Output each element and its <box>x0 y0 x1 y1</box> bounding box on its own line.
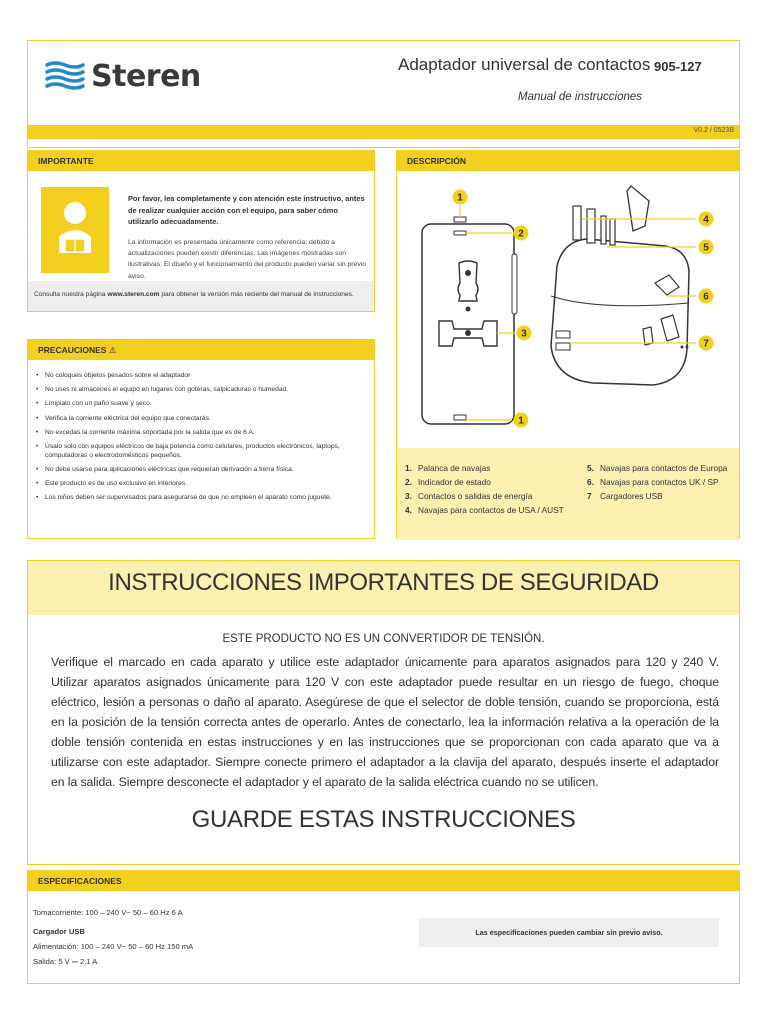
importante-section <box>27 150 375 312</box>
document-header <box>27 40 740 148</box>
legend-item: 7 Cargadores USB <box>587 491 663 501</box>
brand-name: Steren <box>91 59 201 94</box>
callout-label: 5 <box>703 242 709 254</box>
legend-item: 3. Contactos o salidas de energía <box>405 491 533 501</box>
list-item: • Los niños deben ser supervisados para asegurarse de que no empleen el aparato como juguete. <box>36 494 370 503</box>
website-link[interactable]: www.steren.com <box>107 291 160 298</box>
legend-item: 1. Palanca de navajas <box>405 463 491 473</box>
legend-column-right <box>587 461 727 503</box>
descripcion-legend <box>397 448 739 540</box>
list-item: • Límpialo con un paño suave y seco. <box>36 400 370 409</box>
footer-suffix: para obtener la versión más reciente del manual de instrucciones. <box>159 291 354 298</box>
list-item: • Este producto es de uso exclusivo en interiores. <box>36 480 370 489</box>
list-item: • Verifica la corriente eléctrica del equipo que conectarás. <box>36 415 370 424</box>
importante-text: La información es presentada únicamente como referencia; debido a actualizaciones pueden existir diferencias. Las imágenes mostradas son ilustrativas. El diseño y el funcionamiento del producto pueden variar sin previo aviso. <box>128 239 367 280</box>
list-item: • Úsalo solo con equipos eléctricos de baja potencia como celulares, productos electrónicos, laptops, computadoras o electrodomésticos pequeños. <box>36 443 370 460</box>
precauciones-heading: PRECAUCIONES ⚠ <box>28 340 374 360</box>
spec-salida: Salida: 5 V ⎓ 2,1 A <box>33 957 98 966</box>
descripcion-heading: DESCRIPCIÓN <box>397 151 739 171</box>
callout-badge <box>517 326 532 341</box>
steren-logo <box>45 59 201 94</box>
spec-tomacorriente: Tomacorriente: 100 – 240 V~ 50 – 60 Hz 6 A <box>33 908 183 917</box>
especificaciones-heading: ESPECIFICACIONES <box>28 871 739 891</box>
seguridad-subtitle: ESTE PRODUCTO NO ES UN CONVERTIDOR DE TENSIÓN. <box>222 633 545 645</box>
legend-column-left <box>405 461 564 517</box>
steren-logo-icon <box>45 60 85 94</box>
especificaciones-section <box>27 870 740 984</box>
list-item: • No debe usarse para aplicaciones eléctricas que requieran derivación a tierra física. <box>36 466 370 475</box>
callout-label: 4 <box>703 214 709 226</box>
document-subtitle: Manual de instrucciones <box>518 91 643 103</box>
callout-badge <box>514 413 529 428</box>
version-label: V0.2 / 0523B <box>693 127 734 134</box>
legend-item: 4. Navajas para contactos de USA / AUST <box>405 505 564 515</box>
list-item: • No excedas la corriente máxima soportada por la salida que es de 6 A. <box>36 429 370 438</box>
callout-label: 2 <box>518 228 524 240</box>
seguridad-section <box>27 560 740 865</box>
callout-badge <box>699 289 714 304</box>
importante-heading: IMPORTANTE <box>28 151 374 171</box>
seguridad-title: INSTRUCCIONES IMPORTANTES DE SEGURIDAD <box>108 569 659 596</box>
model-number: 905-127 <box>654 59 702 74</box>
footer-prefix: Consulta nuestra página <box>34 291 108 298</box>
importante-bold-text: Por favor, lea completamente y con atención este instructivo, antes de realizar cualquier acción con el equipo, para saber cómo utilizarlo adecuadamente. <box>128 194 365 226</box>
list-item: • No coloques objetos pesados sobre el adaptador <box>36 372 370 381</box>
callout-label: 1 <box>518 415 524 427</box>
spec-note: Las especificaciones pueden cambiar sin previo aviso. <box>419 918 719 947</box>
precauciones-list <box>36 372 370 508</box>
importante-footer <box>28 281 374 311</box>
list-item: • No uses ni almacenes el equipo en lugares con goteras, salpicaduras o humedad. <box>36 386 370 395</box>
descripcion-section <box>396 150 740 539</box>
callout-badge <box>514 226 529 241</box>
spec-alimentacion: Alimentación: 100 – 240 V~ 50 – 60 Hz 150 mA <box>33 942 194 951</box>
legend-item: 5. Navajas para contactos de Europa <box>587 463 728 473</box>
adapter-diagram <box>397 171 738 447</box>
callout-label: 1 <box>457 192 463 204</box>
adapter-side-illustration <box>551 186 689 385</box>
reading-person-icon <box>41 187 109 273</box>
callout-badge <box>699 240 714 255</box>
seguridad-body: Verifique el marcado en cada aparato y utilice este adaptador únicamente para aparatos asignados para 120 y 240 V. Utilizar aparatos asignados únicamente para 120 V con este adaptador puede resultar en un riesgo de fuego, choque eléctrico, lesión a personas o daño al aparato. Asegúrese de que el selector de doble tensión, cuando se proporciona, está en la posición de la tensión correcta antes de operarlo. Antes de conectarlo, lea la información relativa a la operación de la doble tensión contenida en estas instrucciones y en las instrucciones que se proporcionan con cada aparato que va a utilizarse con este adaptador. Siempre conecte primero el adaptador a la clavija del aparato, después inserte el adaptador en la salida. Siempre desconecte el adaptador y el aparato de la salida eléctrica cuando no se utilicen. <box>51 655 719 789</box>
header-band <box>28 125 739 139</box>
precauciones-section <box>27 339 375 539</box>
callout-badge <box>453 190 468 205</box>
adapter-front-illustration <box>422 217 517 424</box>
document-title: Adaptador universal de contactos <box>398 55 651 74</box>
callout-label: 7 <box>703 338 709 350</box>
callout-label: 6 <box>703 291 709 303</box>
callout-label: 3 <box>521 328 527 340</box>
callout-badge <box>699 336 714 351</box>
callout-badge <box>699 212 714 227</box>
seguridad-footer: GUARDE ESTAS INSTRUCCIONES <box>191 806 576 833</box>
legend-item: 6. Navajas para contactos UK / SP <box>587 477 719 487</box>
legend-item: 2. Indicador de estado <box>405 477 491 487</box>
spec-usb-heading: Cargador USB <box>33 927 85 936</box>
